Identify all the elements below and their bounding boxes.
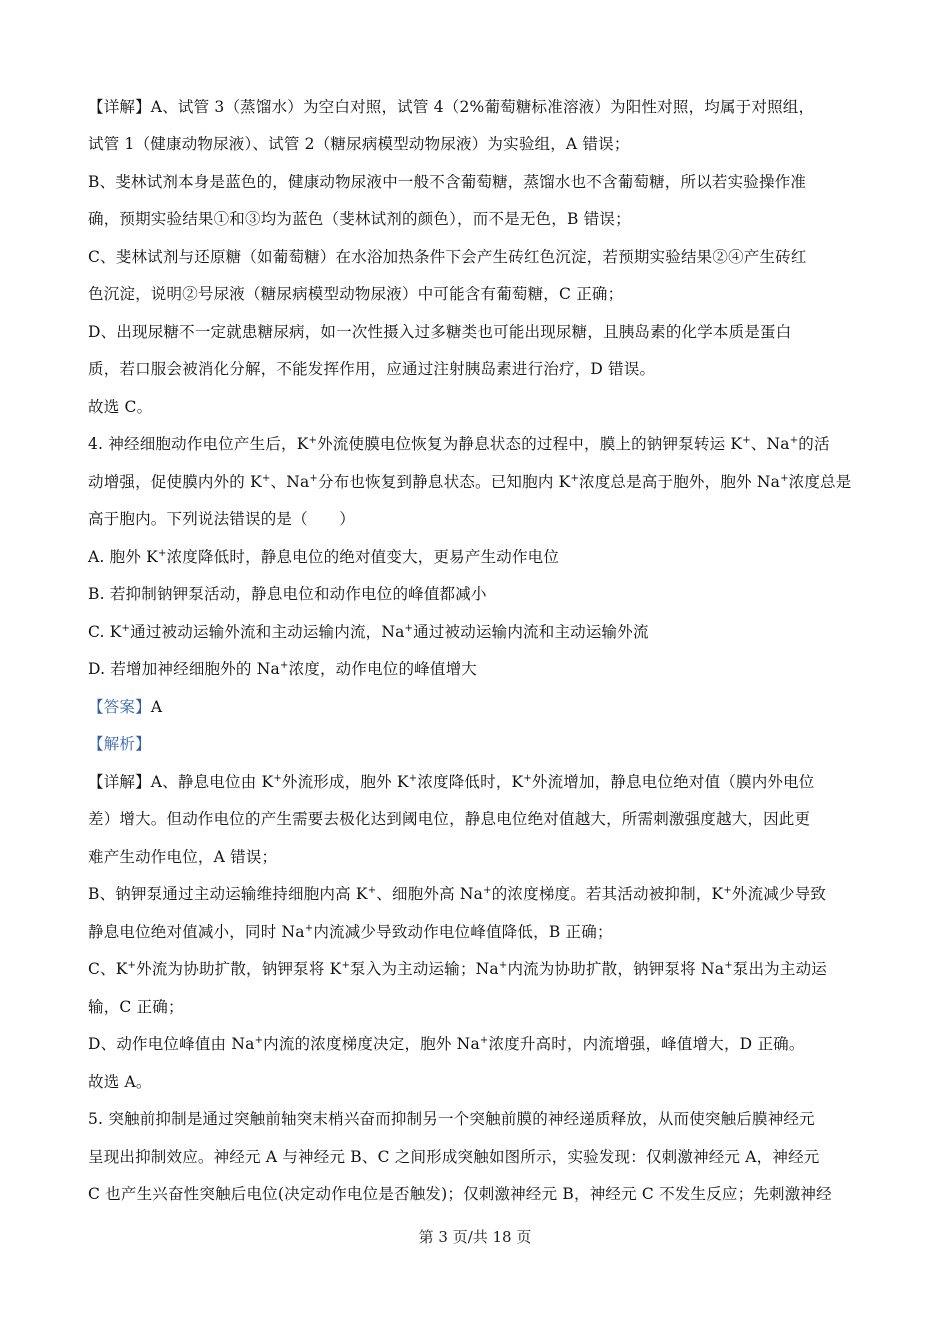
text-segment: 外流为协助扩散，钠钾泵将 K [136,960,342,978]
text-segment: 的浓度梯度。若其活动被抑制，K [491,885,724,903]
text-segment: 分布也恢复到静息状态。已知胞内 K [318,473,571,491]
text-segment: 通过被动运输内流和主动运输外流 [413,623,649,641]
text-segment: 通过被动运输外流和主动运输内流，Na [130,623,405,641]
superscript-plus: + [789,435,799,446]
text-segment: 浓度，动作电位的峰值增大 [288,660,477,678]
superscript-plus: + [723,885,732,896]
q3-detail-line-5: C、斐林试剂与还原糖（如葡萄糖）在水浴加热条件下会产生砖红色沉淀，若预期实验结果②④产生砖红 [88,248,807,266]
text-segment: 浓度总是高于胞外，胞外 Na [579,473,781,491]
text-segment: 内流为协助扩散，钠钾泵将 Na [507,960,725,978]
text-segment: 泵入为主动运输；Na [350,960,499,978]
q4-option-d [88,658,868,680]
superscript-plus: + [309,473,319,484]
q4-detail-line-2: 差）增大。但动作电位的产生需要去极化达到阈电位，静息电位绝对值越大，所需刺激强度越大，因此更 [88,810,811,828]
text-segment: C. K [88,623,122,641]
superscript-plus: + [404,623,414,634]
answer-label: 【答案】 [88,698,151,716]
text-segment: 浓度总是 [788,473,852,491]
superscript-plus: + [724,960,733,971]
q3-detail-line-3: B、斐林试剂本身是蓝色的，健康动物尿液中一般不含葡萄糖，蒸馏水也不含葡萄糖，所以若实验操作准 [88,173,807,191]
text-segment: C、K [88,960,128,978]
superscript-plus: + [254,1035,264,1046]
q4-conclusion: 故选 A。 [88,1073,152,1091]
superscript-plus: + [304,923,314,934]
text-segment: 动增强，促使膜内外的 K [88,473,262,491]
text-segment: 内流减少导致动作电位峰值降低，B 正确； [313,923,613,941]
text-segment: 泵出为主动运 [732,960,827,978]
q5-stem-line-1: 5. 突触前抑制是通过突触前轴突末梢兴奋而抑制另一个突触前膜的神经递质释放，从而使突触后膜神经元 [88,1110,815,1128]
superscript-plus: + [742,435,751,446]
superscript-plus: + [408,773,418,784]
q4-stem-line-1 [88,433,868,455]
superscript-plus: + [780,473,789,484]
superscript-plus: + [498,960,508,971]
text-segment: 静息电位绝对值减小，同时 Na [88,923,305,941]
text-segment: 4. 神经细胞动作电位产生后，K [88,435,309,453]
q4-stem-line-3: 高于胞内。下列说法错误的是（ ） [88,510,355,528]
text-segment: 浓度降低时，K [417,773,524,791]
q4-stem-line-2 [88,471,868,493]
q4-detail-line-7: 输，C 正确； [88,998,184,1016]
text-segment: A. 胞外 K [88,548,158,566]
text-segment: 外流形成，胞外 K [281,773,409,791]
text-segment: 、细胞外高 Na [376,885,484,903]
q3-detail-line-7: D、出现尿糖不一定就患糖尿病，如一次性摄入过多糖类也可能出现尿糖，且胰岛素的化学本质是蛋白 [88,323,792,341]
superscript-plus: + [479,1035,489,1046]
q3-detail-line-1: 【详解】A、试管 3（蒸馏水）为空白对照，试管 4（2%葡萄糖标准溶液）为阳性对照，均属于对照组， [88,98,815,116]
text-segment: 【详解】A、静息电位由 K [88,773,274,791]
q5-stem-line-3: C 也产生兴奋性突触后电位(决定动作电位是否触发)；仅刺激神经元 B，神经元 C 不发生反应；先刺激神经 [88,1185,832,1203]
q3-detail-line-4: 确，预期实验结果①和③均为蓝色（斐林试剂的颜色），而不是无色，B 错误； [88,210,631,228]
q4-option-a [88,546,868,568]
q4-detail-line-6 [88,958,868,980]
q4-option-c [88,621,868,643]
superscript-plus: + [523,773,532,784]
text-segment: 浓度降低时，静息电位的绝对值变大，更易产生动作电位 [166,548,560,566]
text-segment: 浓度升高时，内流增强，峰值增大，D 正确。 [488,1035,805,1053]
q3-detail-line-8: 质，若口服会被消化分解，不能发挥作用，应通过注射胰岛素进行治疗，D 错误。 [88,360,656,378]
text-segment: 外流使膜电位恢复为静息状态的过程中，膜上的钠钾泵转运 K [317,435,743,453]
q4-detail-line-4 [88,883,868,905]
q3-detail-line-6: 色沉淀，说明②号尿液（糖尿病模型动物尿液）中可能含有葡萄糖，C 正确； [88,285,624,303]
superscript-plus: + [127,960,137,971]
text-segment: B、钠钾泵通过主动运输维持细胞内高 K [88,885,368,903]
text-segment: 内流的浓度梯度决定，胞外 Na [263,1035,480,1053]
superscript-plus: + [483,885,492,896]
q4-option-b: B. 若抑制钠钾泵活动，静息电位和动作电位的峰值都减小 [88,585,487,603]
q4-analysis-label: 【解析】 [88,735,151,753]
q3-detail-line-2: 试管 1（健康动物尿液）、试管 2（糖尿病模型动物尿液）为实验组，A 错误； [88,135,630,153]
text-segment: 、Na [750,435,790,453]
text-segment: 外流增加，静息电位绝对值（膜内外电位 [531,773,815,791]
superscript-plus: + [570,473,580,484]
q4-detail-line-8 [88,1033,868,1055]
text-segment: 的活 [798,435,830,453]
text-segment: 外流减少导致 [731,885,827,903]
page-footer: 第 3 页/共 18 页 [418,1228,532,1246]
superscript-plus: + [308,435,318,446]
text-segment: 、Na [270,473,310,491]
superscript-plus: + [367,885,377,896]
superscript-plus: + [261,473,271,484]
answer-value: A [150,698,163,716]
q5-stem-line-2: 呈现出抑制效应。神经元 A 与神经元 B、C 之间形成突触如图所示，实验发现：仅刺激神经元 A，神经元 [88,1148,820,1166]
q4-detail-line-1 [88,771,868,793]
text-segment: D. 若增加神经细胞外的 Na [88,660,280,678]
superscript-plus: + [273,773,282,784]
superscript-plus: + [157,548,167,559]
q4-answer [88,696,868,718]
superscript-plus: + [279,660,289,671]
q4-detail-line-5 [88,921,868,943]
q3-conclusion: 故选 C。 [88,398,153,416]
superscript-plus: + [341,960,351,971]
q4-detail-line-3: 难产生动作电位，A 错误； [88,848,278,866]
superscript-plus: + [121,623,131,634]
text-segment: D、动作电位峰值由 Na [88,1035,255,1053]
